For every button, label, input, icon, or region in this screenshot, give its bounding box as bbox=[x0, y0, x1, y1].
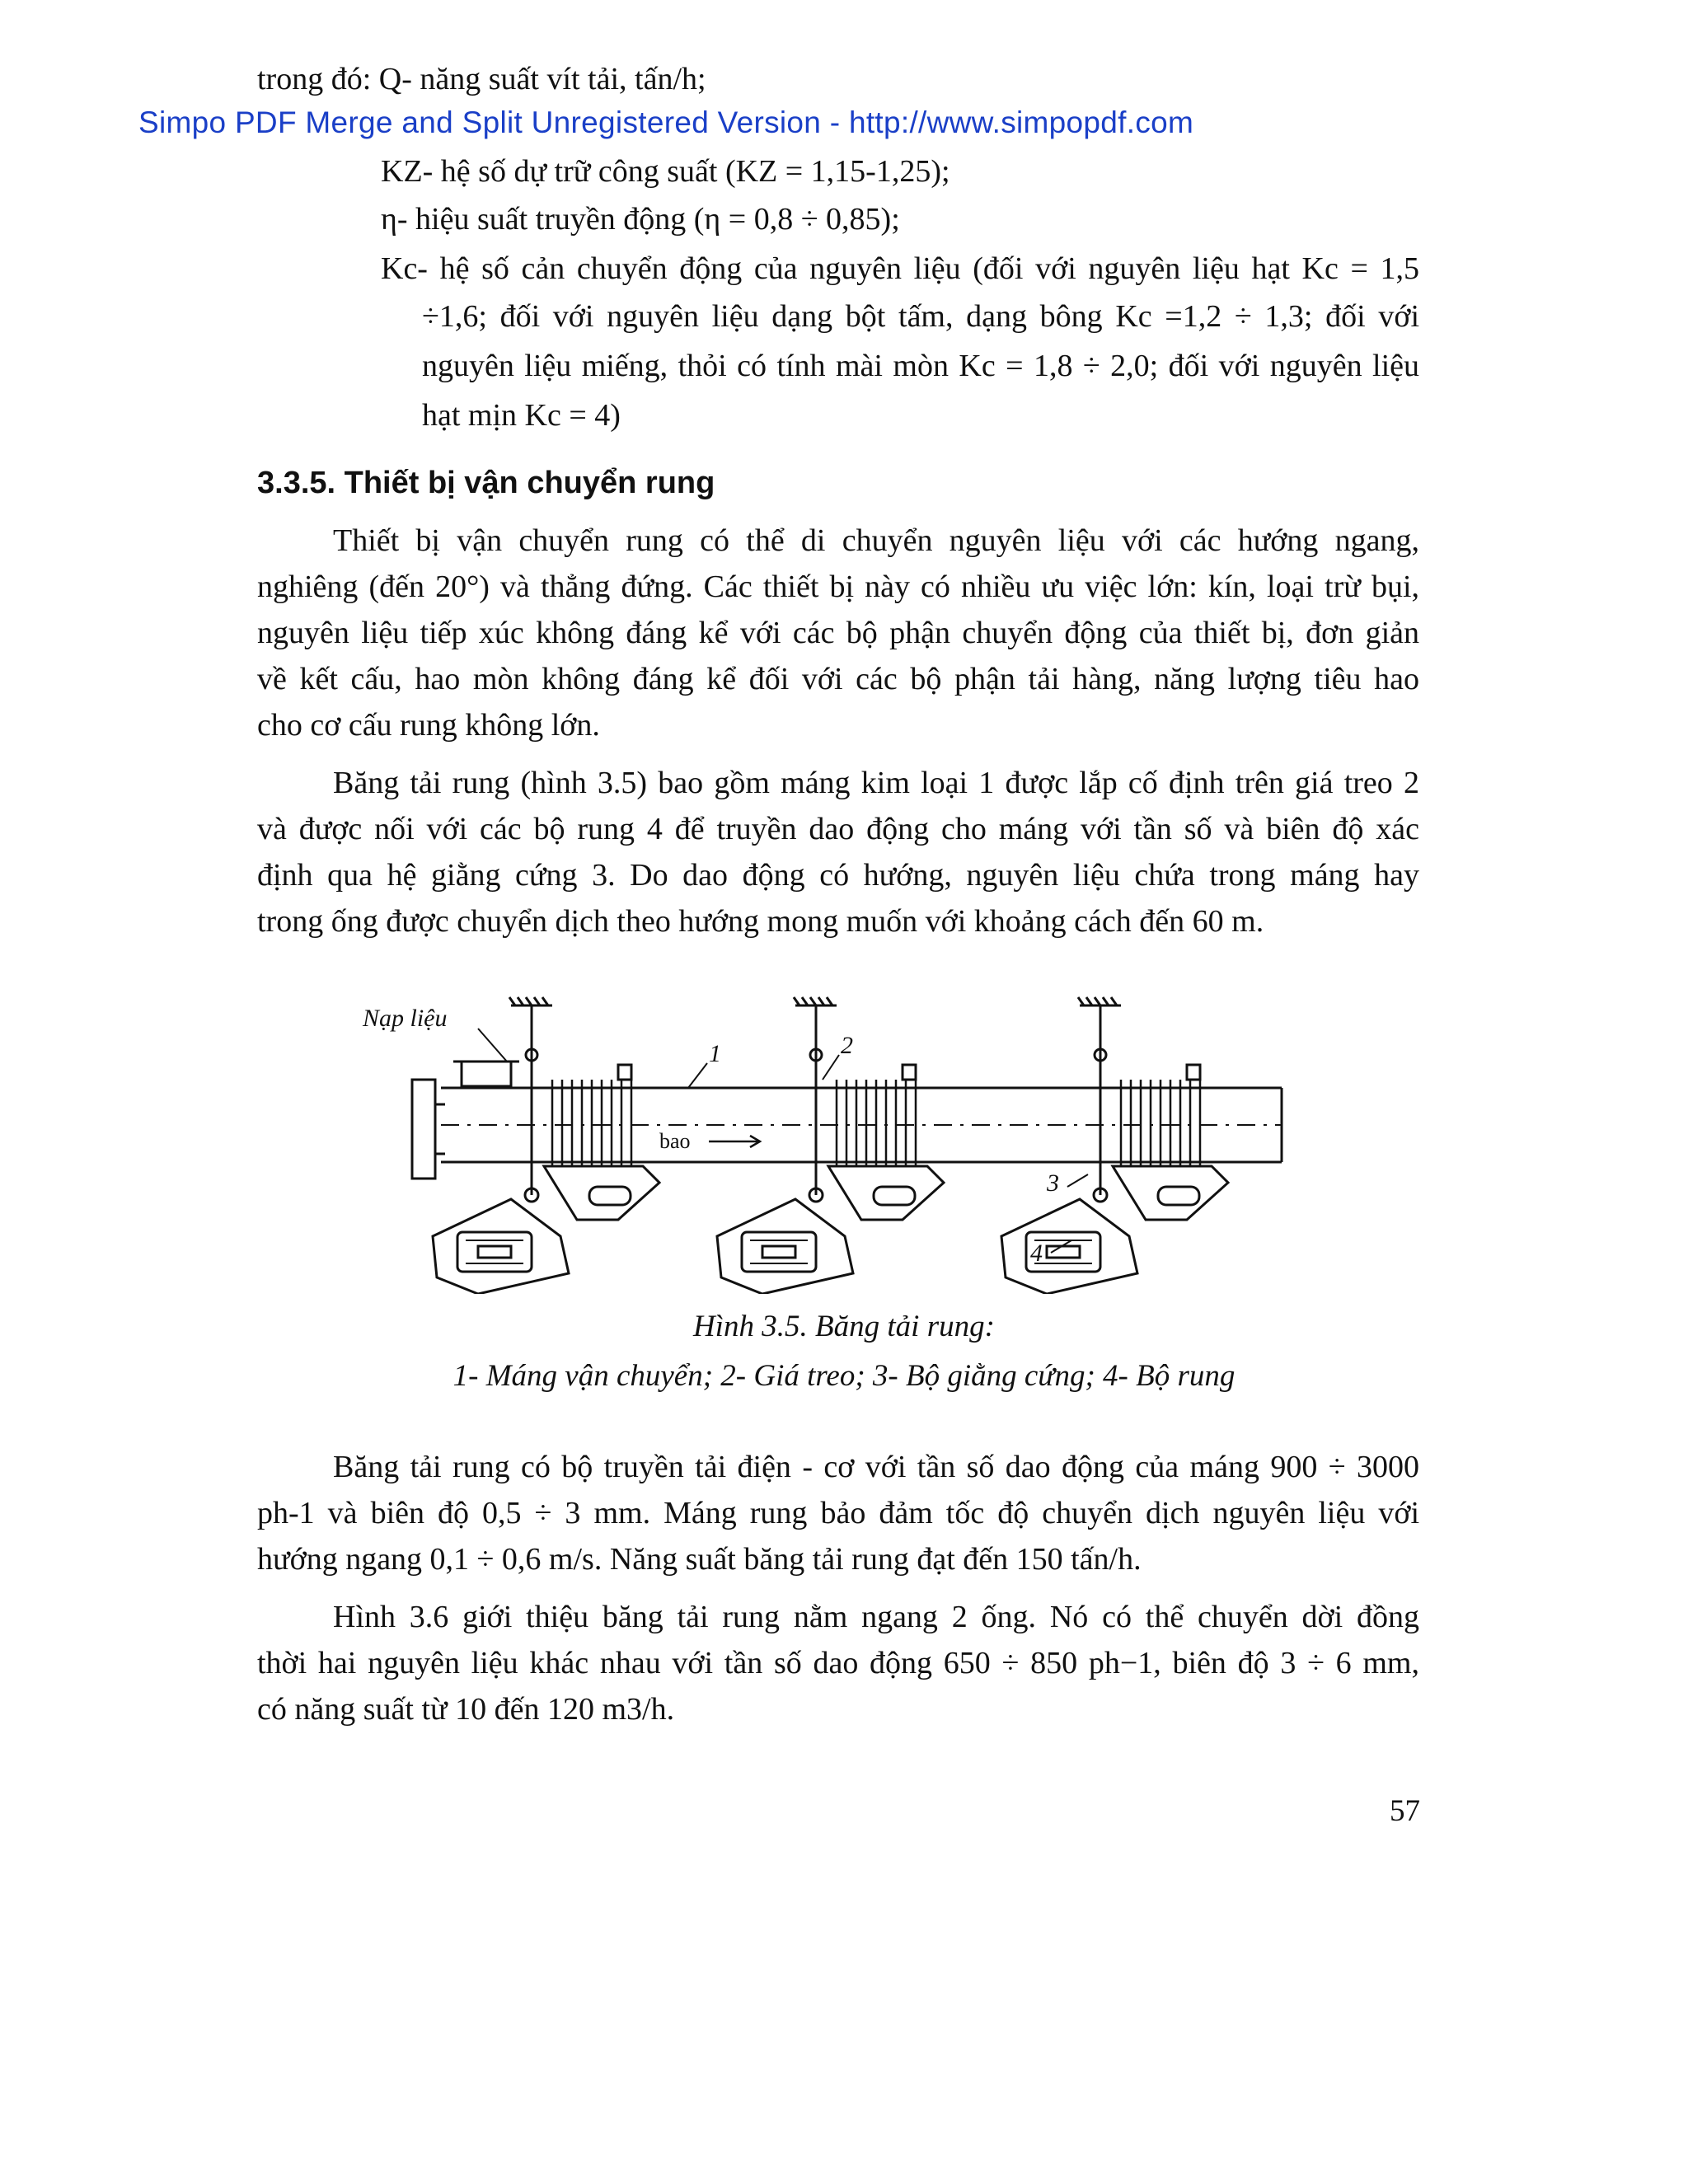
paragraph-line: cho cơ cấu rung không lớn. bbox=[257, 708, 600, 743]
label-feed: Nạp liệu bbox=[363, 1005, 448, 1032]
paragraph-line: Băng tải rung (hình 3.5) bao gồm máng kim loại 1 được lắp cố định trên giá treo 2 bbox=[333, 766, 1419, 800]
text-line: trong đó: Q- năng suất vít tải, tấn/h; bbox=[257, 62, 706, 96]
page-number: 57 bbox=[1390, 1794, 1420, 1828]
label-flow: bao bbox=[659, 1129, 691, 1153]
paragraph-line: ph-1 và biên độ 0,5 ÷ 3 mm. Máng rung bảo đảm tốc độ chuyển dịch nguyên liệu với bbox=[257, 1496, 1419, 1530]
paragraph-line: định qua hệ giằng cứng 3. Do dao động có hướng, nguyên liệu chứa trong máng hay bbox=[257, 858, 1419, 893]
paragraph-line: trong ống được chuyển dịch theo hướng mong muốn với khoảng cách đến 60 m. bbox=[257, 904, 1264, 939]
text-line: KZ- hệ số dự trữ công suất (KZ = 1,15-1,25); bbox=[381, 154, 950, 189]
label-2: 2 bbox=[841, 1032, 853, 1059]
paragraph-line: thời hai nguyên liệu khác nhau với tần số dao động 650 ÷ 850 ph−1, biên độ 3 ÷ 6 mm, bbox=[257, 1646, 1419, 1680]
text-line: nguyên liệu miếng, thỏi có tính mài mòn Kc = 1,8 ÷ 2,0; đối với nguyên liệu bbox=[422, 349, 1419, 383]
text-line: ÷1,6; đối với nguyên liệu dạng bột tấm, dạng bông Kc =1,2 ÷ 1,3; đối với bbox=[422, 299, 1419, 334]
text-line: η- hiệu suất truyền động (η = 0,8 ÷ 0,85); bbox=[381, 202, 900, 237]
paragraph-line: về kết cấu, hao mòn không đáng kể đối với các bộ phận tải hàng, năng lượng tiêu hao bbox=[257, 662, 1419, 696]
label-1: 1 bbox=[709, 1040, 721, 1067]
paragraph-line: hướng ngang 0,1 ÷ 0,6 m/s. Năng suất băng tải rung đạt đến 150 tấn/h. bbox=[257, 1542, 1142, 1577]
paragraph-line: và được nối với các bộ rung 4 để truyền dao động cho máng với tần số và biên độ xác bbox=[257, 812, 1419, 846]
paragraph-line: Hình 3.6 giới thiệu băng tải rung nằm ngang 2 ống. Nó có thể chuyển dời đồng bbox=[333, 1600, 1419, 1634]
label-4: 4 bbox=[1030, 1240, 1043, 1267]
figure-caption-legend: 1- Máng vận chuyển; 2- Giá treo; 3- Bộ giằng cứng; 4- Bộ rung bbox=[452, 1359, 1236, 1393]
figure-caption-title: Hình 3.5. Băng tải rung: bbox=[693, 1310, 995, 1343]
paragraph-line: nghiêng (đến 20°) và thẳng đứng. Các thiết bị này có nhiều ưu việc lớn: kín, loại trừ bụi, bbox=[257, 569, 1419, 604]
vibrating-conveyor-figure bbox=[346, 989, 1335, 1294]
text-line: hạt mịn Kc = 4) bbox=[422, 398, 621, 433]
paragraph-line: nguyên liệu tiếp xúc không đáng kể với các bộ phận chuyển động của thiết bị, đơn giản bbox=[257, 616, 1419, 650]
text-line: Kc- hệ số cản chuyển động của nguyên liệu (đối với nguyên liệu hạt Kc = 1,5 bbox=[381, 251, 1419, 286]
paragraph-line: có năng suất từ 10 đến 120 m3/h. bbox=[257, 1692, 675, 1727]
watermark-banner: Simpo PDF Merge and Split Unregistered Version - http://www.simpopdf.com bbox=[138, 105, 1194, 139]
label-3: 3 bbox=[1047, 1169, 1059, 1197]
section-heading: 3.3.5. Thiết bị vận chuyển rung bbox=[257, 466, 715, 500]
paragraph-line: Băng tải rung có bộ truyền tải điện - cơ với tần số dao động của máng 900 ÷ 3000 bbox=[333, 1450, 1419, 1484]
paragraph-line: Thiết bị vận chuyển rung có thể di chuyển nguyên liệu với các hướng ngang, bbox=[333, 523, 1419, 558]
